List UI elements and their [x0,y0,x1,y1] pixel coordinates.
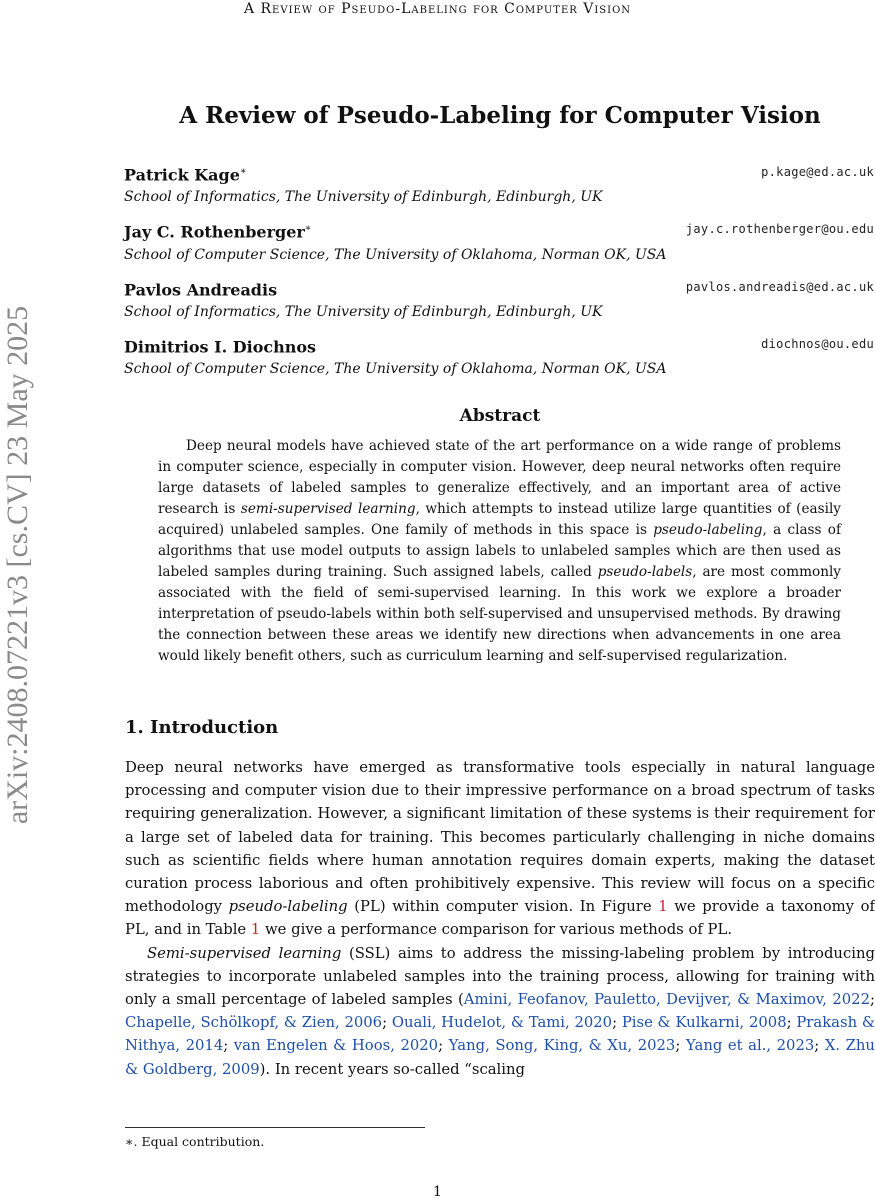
citation-link[interactable]: Yang, Song, King, & Xu, 2023 [448,1037,676,1055]
term-semi-supervised-learning: semi-supervised learning [240,501,416,517]
term-pseudo-labeling: pseudo-labeling [653,522,763,538]
citation-link[interactable]: van Engelen & Hoos, 2020 [233,1037,439,1055]
term-pseudo-labeling: pseudo-labeling [228,898,348,916]
citation-link[interactable]: Ouali, Hudelot, & Tami, 2020 [391,1014,613,1032]
author-entry [124,217,874,264]
author-name: Pavlos Andreadis [124,279,278,299]
citation-link[interactable]: Chapelle, Schölkopf, & Zien, 2006 [125,1014,383,1032]
abstract-body [158,436,841,667]
author-block [124,160,874,389]
author-name: Patrick Kage∗ [124,165,247,185]
author-email[interactable]: jay.c.rothenberger@ou.edu [685,222,874,237]
author-affiliation: School of Informatics, The University of Edinburgh, Edinburgh, UK [124,189,603,206]
introduction-body [125,756,875,1081]
author-email[interactable]: p.kage@ed.ac.uk [761,165,874,179]
figure-reference-link[interactable]: 1 [658,898,668,916]
paper-title: A Review of Pseudo-Labeling for Computer Vision [179,102,821,129]
author-affiliation: School of Informatics, The University of Edinburgh, Edinburgh, UK [124,303,603,320]
footnote: ∗. Equal contribution. [125,1134,265,1149]
author-name: Dimitrios I. Diochnos [124,337,317,357]
intro-paragraph-2: Semi-supervised learning (SSL) aims to address the missing-labeling problem by introducing strategies to incorporate unlabeled samples into the training process, allowing for training with only a small percentage of labeled samples (Amini, Feofanov, Pauletto, Devijver, & Maximov, 2022; Chapelle, Schölkopf, & Zien, 2006; Ouali, Hudelot, & Tami, 2020; Pise & Kulkarni, 2008; Prakash & Nithya, 2014; van Engelen & Hoos, 2020; Yang, Song, King, & Xu, 2023; Yang et al., 2023; X. Zhu & Goldberg, 2009). In recent years so-called “scaling [125,944,875,1078]
author-email[interactable]: diochnos@ou.edu [761,336,874,351]
citation-link[interactable]: Yang et al., 2023 [685,1037,815,1055]
author-affiliation: School of Computer Science, The University of Oklahoma, Norman OK, USA [124,361,667,378]
table-reference-link[interactable]: 1 [250,921,261,939]
citation-link[interactable]: Pise & Kulkarni, 2008 [621,1014,787,1032]
citation-link[interactable]: X. Zhu & Goldberg, 2009 [125,1037,875,1078]
arxiv-identifier: arXiv:2408.07221v3 [cs.CV] 23 May 2025 [1,305,34,825]
author-entry [124,332,874,379]
footnote-divider [125,1127,425,1128]
abstract-paragraph: Deep neural models have achieved state of the art performance on a wide range of problems in computer science, especially in computer vision. However, deep neural networks often require large datasets of labeled samples to generalize effectively, and an important area of active research is semi-supervised learning, which attempts to instead utilize large quantities of (easily acquired) unlabeled samples. One family of methods in this space is pseudo-labeling, a class of algorithms that use model outputs to assign labels to unlabeled samples which are then used as labeled samples during training. Such assigned labels, called pseudo-labels, are most commonly associated with the field of semi-supervised learning. In this work we explore a broader interpretation of pseudo-labels within both self-supervised and unsupervised methods. By drawing the connection between these areas we identify new directions when advancements in one area would likely benefit others, such as curriculum learning and self-supervised regularization. [158,438,841,664]
abstract-heading: Abstract [459,406,541,426]
citation-link[interactable]: Prakash & Nithya, 2014 [125,1014,875,1055]
author-entry [124,160,874,207]
section-heading-introduction: 1. Introduction [125,717,279,738]
page-number: 1 [433,1184,442,1200]
equal-contribution-mark: ∗ [239,166,247,177]
running-head: A Review of Pseudo-Labeling for Computer Vision [243,1,632,17]
arxiv-watermark [0,220,36,910]
equal-contribution-mark: ∗ [304,223,312,235]
author-affiliation: School of Computer Science, The University of Oklahoma, Norman OK, USA [124,246,667,263]
intro-paragraph-1: Deep neural networks have emerged as transformative tools especially in natural language processing and computer vision due to their impressive performance on a broad spectrum of tasks requiring generalization. However, a significant limitation of these systems is their requirement for a large set of labeled data for training. This becomes particularly challenging in niche domains such as scientific fields where human annotation requires domain experts, making the dataset curation process laborious and often prohibitively expensive. This review will focus on a specific methodology pseudo-labeling (PL) within computer vision. In Figure 1 we provide a taxonomy of PL, and in Table 1 we give a performance comparison for various methods of PL. [125,759,875,939]
author-email[interactable]: pavlos.andreadis@ed.ac.uk [685,279,874,294]
author-entry [124,275,874,322]
citation-link[interactable]: Amini, Feofanov, Pauletto, Devijver, & Maximov, 2022 [463,991,870,1009]
term-pseudo-labels: pseudo-labels [597,564,693,580]
term-semi-supervised-learning: Semi-supervised learning [147,944,342,962]
author-name: Jay C. Rothenberger∗ [124,222,312,242]
